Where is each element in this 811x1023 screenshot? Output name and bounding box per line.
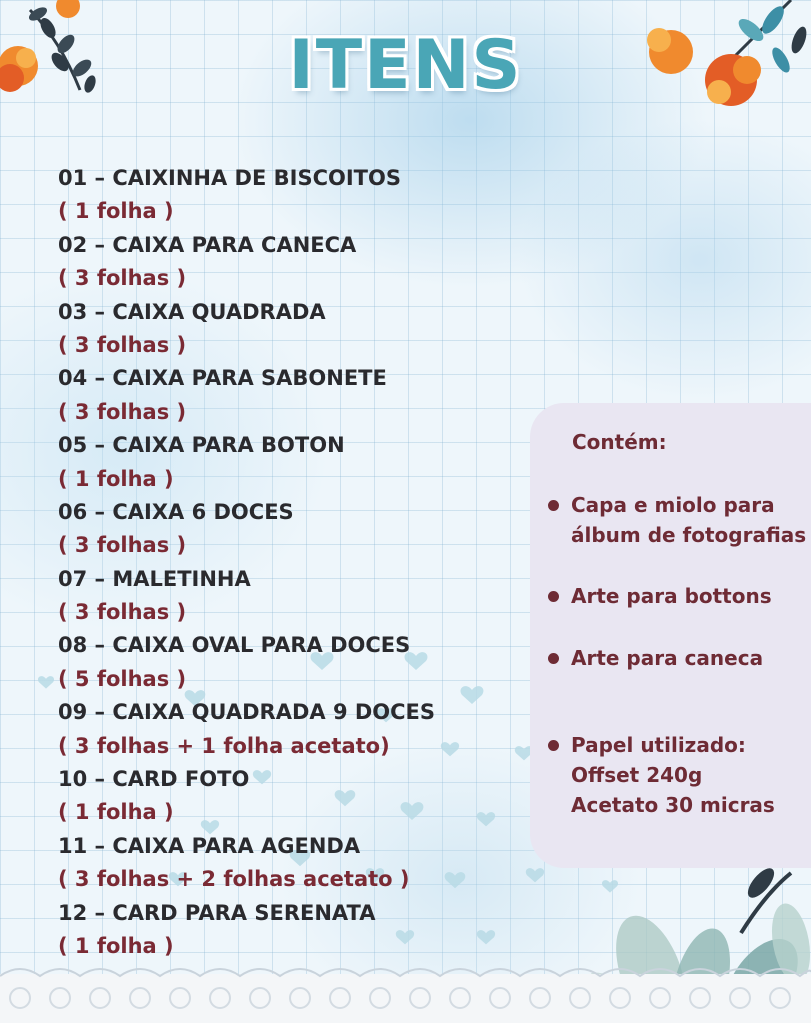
- item-sheets: ( 1 folha ): [58, 199, 174, 224]
- page-title: ITENS: [288, 26, 523, 105]
- bullet-line: Capa e miolo para: [571, 493, 775, 517]
- item-sheets: ( 3 folhas ): [58, 332, 187, 357]
- item-sheets: ( 1 folha ): [58, 800, 174, 825]
- item-name: 11 – CAIXA PARA AGENDA: [58, 833, 361, 858]
- item-sheets: ( 5 folhas ): [58, 666, 187, 691]
- contents-heading: Contém:: [572, 430, 667, 454]
- bullet-line: álbum de fotografias: [571, 523, 807, 547]
- item-sheets: ( 1 folha ): [58, 466, 174, 491]
- item-name: 08 – CAIXA OVAL PARA DOCES: [58, 633, 411, 658]
- bullet-line: Arte para caneca: [571, 646, 764, 670]
- item-name: 10 – CARD FOTO: [58, 767, 250, 792]
- bullet-dot-icon: [548, 591, 559, 602]
- item-name: 12 – CARD PARA SERENATA: [58, 900, 376, 925]
- bullet-dot-icon: [548, 653, 559, 664]
- item-name: 02 – CAIXA PARA CANECA: [58, 232, 357, 257]
- item-name: 03 – CAIXA QUADRADA: [58, 299, 326, 324]
- bullet-line: Papel utilizado:: [571, 733, 746, 757]
- bullet-dot-icon: [548, 500, 559, 511]
- contents-bullet: [548, 643, 808, 673]
- contents-bullet: [548, 730, 808, 820]
- bullet-line: Acetato 30 micras: [571, 793, 775, 817]
- contents-bullet: [548, 581, 808, 611]
- item-name: 09 – CAIXA QUADRADA 9 DOCES: [58, 700, 436, 725]
- item-sheets: ( 1 folha ): [58, 933, 174, 958]
- item-sheets: ( 3 folhas ): [58, 533, 187, 558]
- item-name: 07 – MALETINHA: [58, 566, 251, 591]
- item-sheets: ( 3 folhas ): [58, 399, 187, 424]
- item-name: 06 – CAIXA 6 DOCES: [58, 499, 294, 524]
- item-sheets: ( 3 folhas + 2 folhas acetato ): [58, 867, 410, 892]
- contents-bullet: [548, 490, 808, 550]
- bullet-line: Offset 240g: [571, 763, 703, 787]
- bullet-dot-icon: [548, 740, 559, 751]
- item-name: 01 – CAIXINHA DE BISCOITOS: [58, 166, 401, 190]
- item-sheets: ( 3 folhas ): [58, 600, 187, 625]
- item-sheets: ( 3 folhas ): [58, 266, 187, 291]
- item-name: 04 – CAIXA PARA SABONETE: [58, 366, 387, 391]
- item-list: [58, 162, 528, 963]
- bullet-line: Arte para bottons: [571, 584, 772, 608]
- item-sheets: ( 3 folhas + 1 folha acetato): [58, 733, 390, 758]
- item-name: 05 – CAIXA PARA BOTON: [58, 433, 345, 458]
- lace-border: [0, 962, 811, 1023]
